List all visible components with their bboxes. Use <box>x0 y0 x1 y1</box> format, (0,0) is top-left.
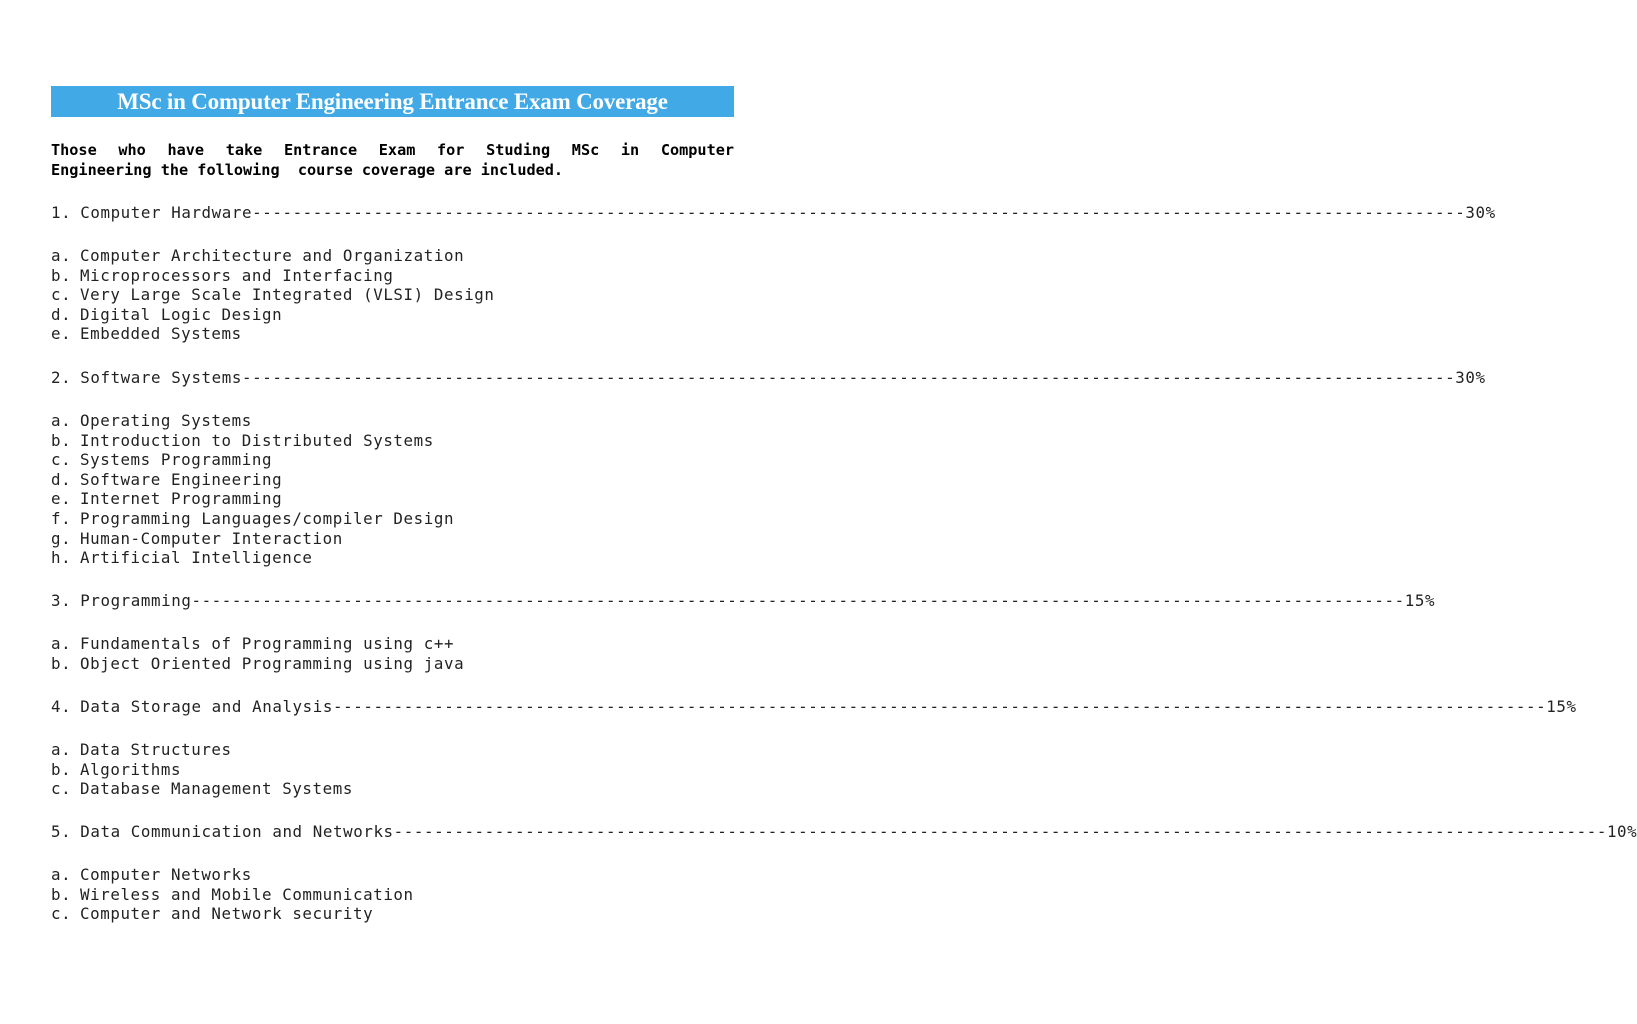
list-item-letter: a. <box>51 411 72 430</box>
list-item-text: Data Structures <box>80 740 232 759</box>
list-item-letter: h. <box>51 548 72 568</box>
list-item <box>51 324 242 344</box>
list-item-text: Algorithms <box>80 759 182 779</box>
section-number: 1. <box>51 203 72 222</box>
list-item-letter: b. <box>51 265 72 285</box>
list-item-text: Microprocessors and Interfacing <box>80 265 394 285</box>
list-item-letter: c. <box>51 450 72 470</box>
section-heading <box>51 203 1496 223</box>
list-item-text: Introduction to Distributed Systems <box>80 430 434 450</box>
list-item-letter: c. <box>51 285 72 305</box>
leader-dashes: ------------------------------------------------------------------------------------------------------------------------ <box>393 822 1607 841</box>
section-title: Data Storage and Analysis <box>80 697 333 716</box>
page-title: MSc in Computer Engineering Entrance Exam Coverage <box>51 86 734 117</box>
list-item-letter: a. <box>51 634 72 653</box>
section-number: 2. <box>51 368 72 387</box>
section-heading <box>51 697 1577 717</box>
list-item <box>51 470 282 490</box>
section-heading <box>51 822 1637 842</box>
section-number: 3. <box>51 591 72 610</box>
section-title: Programming <box>80 591 192 610</box>
list-item-text: Internet Programming <box>80 489 283 509</box>
list-item-letter: d. <box>51 469 72 489</box>
list-item-text: Systems Programming <box>80 450 273 470</box>
section-heading <box>51 368 1486 388</box>
list-item <box>51 779 353 799</box>
list-item <box>51 634 454 654</box>
list-item-letter: e. <box>51 489 72 509</box>
section-title: Computer Hardware <box>80 203 253 222</box>
list-item <box>51 509 454 529</box>
list-item-text: Database Management Systems <box>80 779 353 799</box>
list-item <box>51 411 252 431</box>
list-item <box>51 246 464 266</box>
list-item-letter: b. <box>51 430 72 450</box>
list-item-letter: b. <box>51 653 72 673</box>
list-item-letter: a. <box>51 246 72 265</box>
list-item-text: Computer and Network security <box>80 904 374 924</box>
list-item <box>51 654 464 674</box>
list-item-letter: e. <box>51 324 72 344</box>
section-title: Software Systems <box>80 368 243 387</box>
section-percent: 15% <box>1546 697 1577 716</box>
list-item-letter: c. <box>51 779 72 799</box>
list-item-letter: b. <box>51 759 72 779</box>
list-item <box>51 885 414 905</box>
intro-paragraph <box>51 140 734 180</box>
list-item <box>51 305 282 325</box>
section-heading <box>51 591 1436 611</box>
list-item <box>51 450 272 470</box>
list-item-text: Software Engineering <box>80 469 283 489</box>
list-item-text: Human-Computer Interaction <box>80 528 343 548</box>
list-item-text: Programming Languages/compiler Design <box>80 509 455 528</box>
list-item-text: Computer Architecture and Organization <box>80 246 465 265</box>
list-item-text: Very Large Scale Integrated (VLSI) Design <box>80 285 495 305</box>
list-item-text: Artificial Intelligence <box>80 548 313 568</box>
list-item-text: Embedded Systems <box>80 324 242 344</box>
list-item-letter: f. <box>51 509 72 528</box>
list-item <box>51 548 313 568</box>
list-item-text: Digital Logic Design <box>80 304 283 324</box>
leader-dashes: ------------------------------------------------------------------------------------------------------------------------ <box>191 591 1405 610</box>
list-item <box>51 285 495 305</box>
list-item <box>51 489 282 509</box>
intro-line-1: Those who have take Entrance Exam for Studing MSc in Computer <box>51 141 734 159</box>
leader-dashes: ------------------------------------------------------------------------------------------------------------------------ <box>242 368 1456 387</box>
list-item <box>51 431 434 451</box>
list-item <box>51 740 232 760</box>
list-item-letter: a. <box>51 865 72 884</box>
intro-line-2: Engineering the following course coverage are included. <box>51 161 564 179</box>
list-item-text: Wireless and Mobile Communication <box>80 884 414 904</box>
list-item <box>51 865 252 885</box>
section-percent: 15% <box>1404 591 1436 610</box>
list-item <box>51 529 343 549</box>
list-item-text: Computer Networks <box>80 865 252 884</box>
section-percent: 30% <box>1455 368 1486 387</box>
list-item-letter: c. <box>51 904 72 924</box>
section-title: Data Communication and Networks <box>80 822 394 841</box>
list-item <box>51 760 181 780</box>
list-item-letter: a. <box>51 740 72 759</box>
list-item-letter: b. <box>51 884 72 904</box>
list-item <box>51 904 373 924</box>
list-item <box>51 266 393 286</box>
leader-dashes: ------------------------------------------------------------------------------------------------------------------------ <box>252 203 1466 222</box>
list-item-letter: d. <box>51 304 72 324</box>
section-percent: 30% <box>1465 203 1496 222</box>
section-number: 5. <box>51 822 72 841</box>
section-percent: 10% <box>1606 822 1637 841</box>
leader-dashes: ------------------------------------------------------------------------------------------------------------------------ <box>333 697 1547 716</box>
list-item-text: Operating Systems <box>80 411 252 430</box>
section-number: 4. <box>51 697 72 716</box>
list-item-letter: g. <box>51 528 72 548</box>
list-item-text: Fundamentals of Programming using c++ <box>80 634 455 653</box>
list-item-text: Object Oriented Programming using java <box>80 653 465 673</box>
